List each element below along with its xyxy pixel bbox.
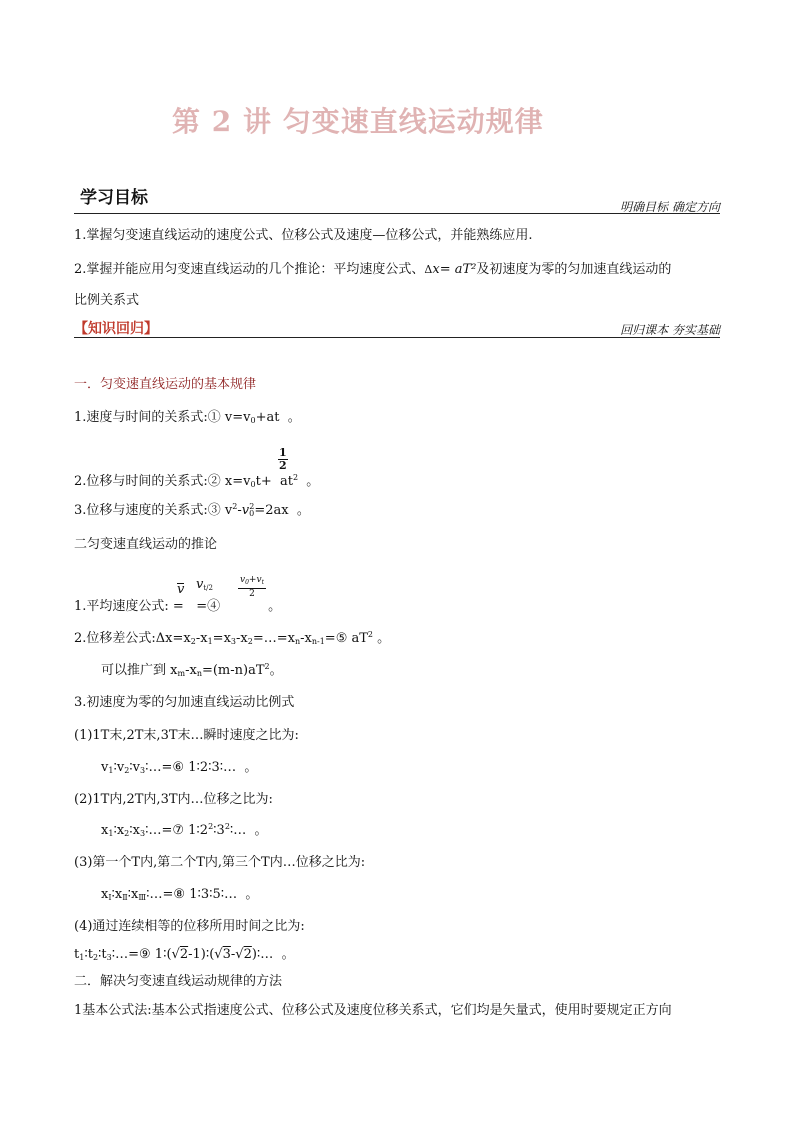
v-half-symbol: $v_{t/2}$ [196, 577, 213, 592]
goals-heading: 学习目标 [80, 188, 148, 208]
ratio-a2: $x_1∶x_2∶x_3∶\dots=⑦$ $1∶2^2∶3^2∶\dots$ 。 [101, 822, 268, 838]
goal-item-1: 1.掌握匀变速直线运动的速度公式、位移公式及速度—位移公式，并能熟练应用. [74, 228, 533, 243]
review-tag: 回归课本 夯实基础 [620, 323, 720, 337]
ratio-q4: (4)通过连续相等的位移所用时间之比为: [74, 919, 305, 934]
ratio-a3: $x_Ⅰ∶x_Ⅱ∶x_Ⅲ∶\dots=⑧$ 1∶3∶5∶… 。 [101, 887, 259, 902]
avg-fraction: $v_0+v_t$ 2 [240, 575, 264, 599]
half-fraction: 1 2 [279, 446, 287, 472]
formula-displacement: 2.位移与时间的关系式:② $x=v_0t+ at^2$ 。 [74, 473, 320, 489]
ratio-a1: $v_1∶v_2∶v_3∶\dots=⑥$ 1∶2∶3∶… 。 [101, 760, 258, 775]
review-heading: 【知识回归】 [74, 321, 158, 337]
goals-tag: 明确目标 确定方向 [620, 200, 720, 214]
formula-displacement-difference: 2.位移差公式$:\Delta x=x_2-x_1=x_3-x_2=\dots=x_n-x_{n-1}=⑤$ $aT^2$ 。 [74, 630, 391, 646]
formula-velocity: 1.速度与时间的关系式:① $v=v_0+at$ 。 [74, 410, 301, 425]
ratio-q3: (3)第一个T内,第二个T内,第三个T内…位移之比为: [74, 855, 366, 870]
goal-item-2: 2.掌握并能应用匀变速直线运动的几个推论：平均速度公式、Δx= aT²及初速度为零的匀加速直线运动的 [74, 262, 672, 277]
ratio-a4: $t_1∶t_2∶t_3∶\dots=⑨$ 1∶(√2-1)∶(√3-√2)∶… 。 [74, 947, 295, 962]
goal-item-2-cont: 比例关系式 [74, 293, 140, 308]
review-rule [74, 337, 720, 338]
formula-average-velocity: 1.平均速度公式: = =④ 。 [74, 599, 282, 614]
part3-heading: 二．解决匀变速直线运动规律的方法 [74, 974, 283, 989]
ratio-heading: 3.初速度为零的匀加速直线运动比例式 [74, 695, 295, 710]
formula-velocity-displacement: 3.位移与速度的关系式:③ $v^2-v_0^2=2ax$ 。 [74, 502, 310, 518]
goals-rule [74, 213, 720, 214]
part2-heading: 二匀变速直线运动的推论 [74, 537, 218, 552]
part1-heading: 一．匀变速直线运动的基本规律 [74, 377, 257, 392]
ratio-q1: (1)1T末,2T末,3T末…瞬时速度之比为: [74, 728, 299, 743]
v-bar-symbol: v [177, 582, 185, 597]
part3-line1: 1基本公式法:基本公式指速度公式、位移公式及速度位移关系式，它们均是矢量式，使用时要规定正方向 [74, 1003, 672, 1018]
formula-extension: 可以推广到 $x_m-x_n=(m-n)aT^2$。 [101, 662, 283, 678]
page-title: 第 2 讲 匀变速直线运动规律 [172, 105, 544, 138]
ratio-q2: (2)1T内,2T内,3T内…位移之比为: [74, 792, 273, 807]
